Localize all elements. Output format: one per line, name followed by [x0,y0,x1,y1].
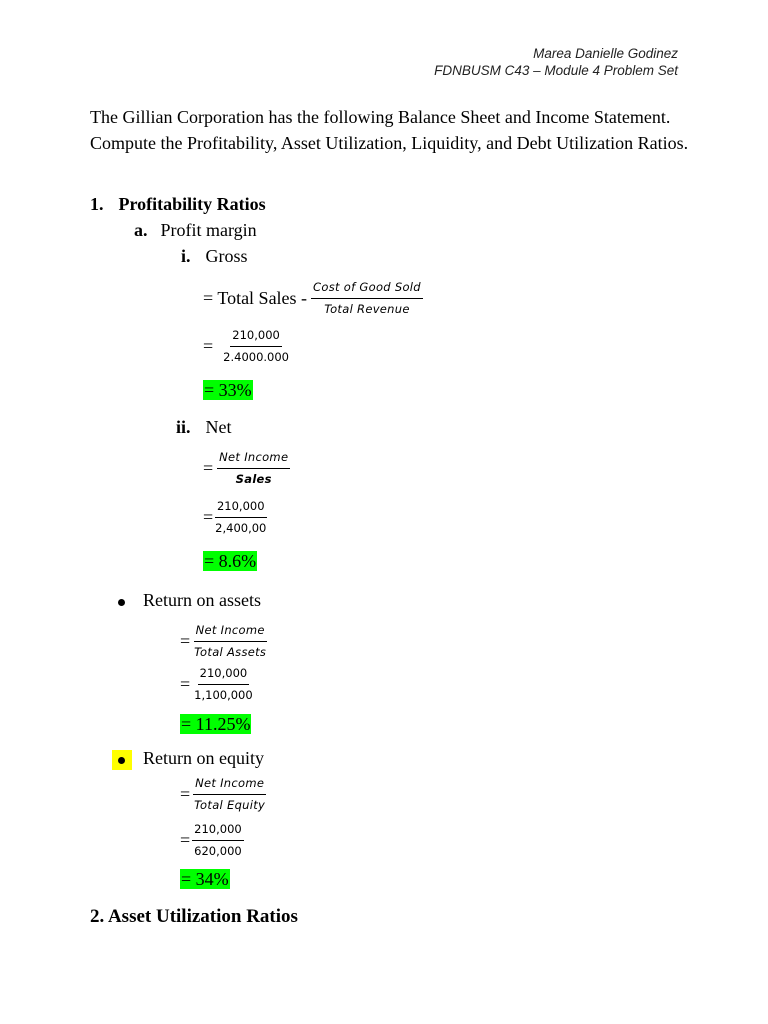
gross-calc-fraction [221,328,291,365]
roe-calculation [180,822,244,859]
gross-formula-numerator: Cost of Good Sold [311,280,423,299]
net-heading [176,417,232,438]
roe-result [180,869,230,890]
gross-label: Gross [205,246,248,266]
roe-formula [180,776,267,813]
bullet-icon [118,757,125,764]
section-1-heading [90,194,266,215]
profit-margin-heading [134,220,257,241]
gross-heading [181,246,248,267]
gross-calculation [203,328,291,365]
roe-heading [112,748,264,770]
profit-margin-marker: a. [134,220,148,240]
roa-formula-fraction [192,623,268,660]
net-label: Net [205,417,232,437]
roe-formula-numerator: Net Income [193,776,266,795]
course-title: FDNBUSM C43 – Module 4 Problem Set [434,63,678,78]
roa-label: Return on assets [143,590,261,610]
roa-calc-fraction [192,666,255,703]
gross-formula-fraction [311,280,423,317]
page-header [434,45,678,79]
roa-calc-equals: = [180,674,191,694]
net-calc-numerator: 210,000 [215,499,267,518]
net-result [203,551,257,572]
profit-margin-label: Profit margin [160,220,257,240]
section-1-number: 1. [90,194,104,214]
roe-bullet [112,750,132,770]
roa-calc-denominator: 1,100,000 [194,688,253,702]
roe-calc-numerator: 210,000 [192,822,244,841]
net-formula-equals: = [203,458,214,478]
roa-result-value: = 11.25% [181,714,251,734]
gross-calc-denominator: 2.4000.000 [223,350,290,364]
roe-calc-fraction [192,822,244,859]
net-formula [203,450,290,487]
roe-formula-fraction [192,776,267,813]
net-calc-fraction [213,499,268,536]
roe-formula-equals: = [180,784,191,804]
net-calc-denominator: 2,400,00 [215,521,267,535]
net-formula-fraction [217,450,290,487]
roa-formula-equals: = [180,631,191,651]
gross-result [203,380,253,401]
roa-formula-numerator: Net Income [194,623,267,642]
roe-calc-denominator: 620,000 [194,844,242,858]
bullet-icon [118,599,125,606]
gross-formula-prefix: = Total Sales - [203,288,308,308]
net-marker: ii. [176,417,191,437]
gross-calc-numerator: 210,000 [230,328,282,347]
section-1-title: Profitability Ratios [118,194,266,214]
intro-paragraph: The Gillian Corporation has the following Balance Sheet and Income Statement. Compute the Profitability, Asset Utilization, Liquidity, and Debt Utilization Ratios. [90,107,689,153]
net-result-value: = 8.6% [204,551,257,571]
gross-formula [203,280,423,317]
gross-marker: i. [181,246,191,266]
roa-bullet [112,592,132,612]
roa-calc-numerator: 210,000 [198,666,250,685]
net-formula-denominator: Sales [235,472,272,486]
gross-calc-equals: = [203,336,214,356]
gross-formula-denominator: Total Revenue [324,302,410,316]
roe-calc-equals: = [180,830,191,850]
roe-label: Return on equity [143,748,264,768]
gross-result-value: = 33% [204,380,252,400]
net-calc-equals: = [203,507,214,527]
roa-formula [180,623,268,660]
roa-formula-denominator: Total Assets [194,645,267,659]
net-calculation [203,499,268,536]
section-2-heading: 2. Asset Utilization Ratios [90,906,298,927]
roa-result [180,714,251,735]
author-name: Marea Danielle Godinez [533,46,678,61]
net-formula-numerator: Net Income [217,450,290,469]
roa-calculation [180,666,255,703]
roe-formula-denominator: Total Equity [194,798,266,812]
roa-heading [112,590,261,612]
roe-result-value: = 34% [181,869,229,889]
